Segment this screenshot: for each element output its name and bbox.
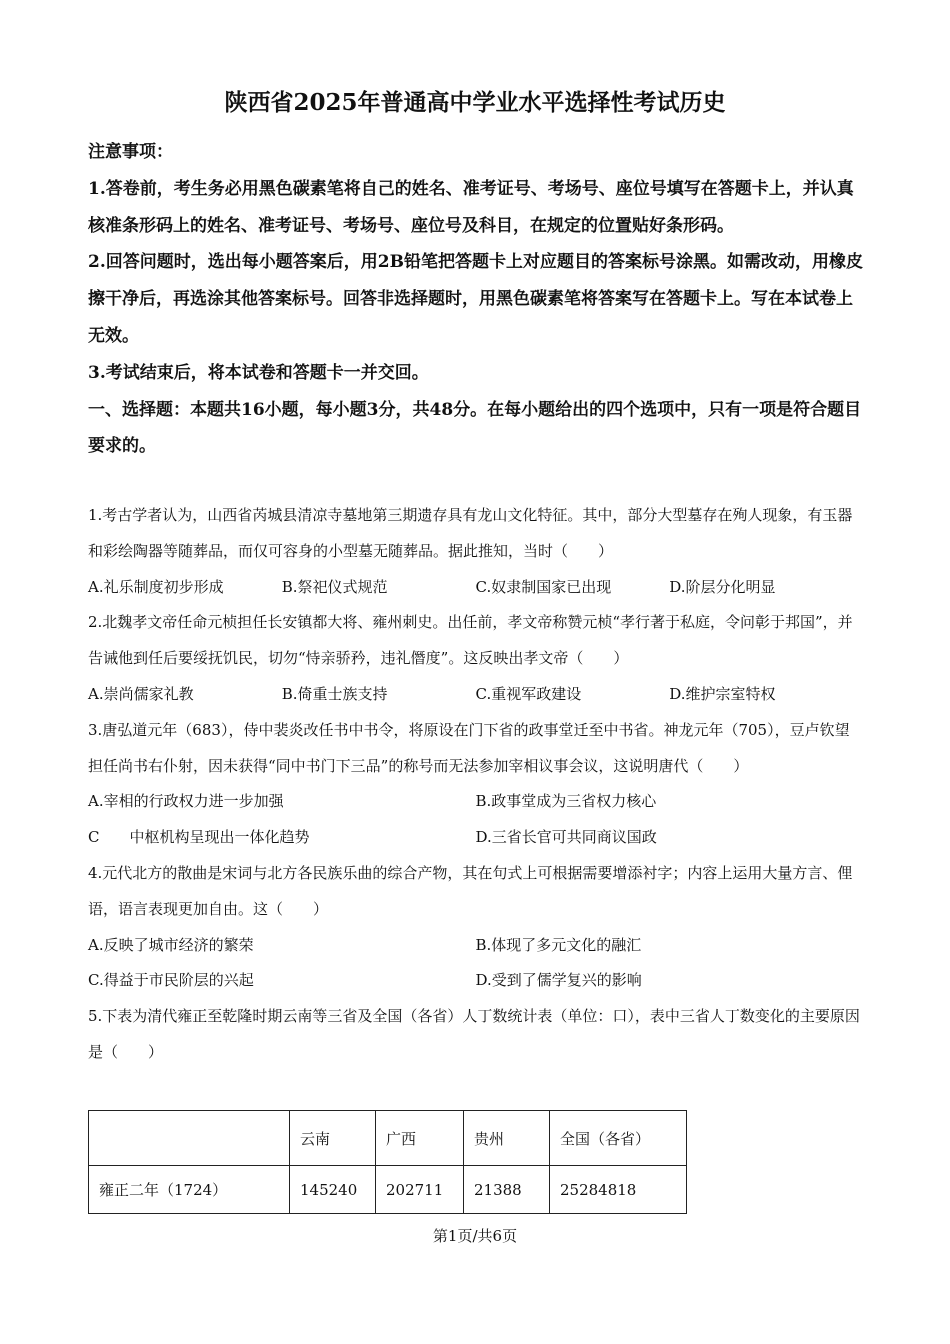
page-footer: 第1页/共6页 xyxy=(432,1227,518,1245)
option-a: A.崇尚儒家礼教 xyxy=(88,684,194,703)
table-cell: 21388 xyxy=(464,1166,550,1214)
notice-section xyxy=(88,134,863,465)
table-cell: 202711 xyxy=(376,1166,464,1214)
table-header-cell: 全国（各省） xyxy=(550,1111,687,1166)
page-title: 陕西省2025年普通高中学业水平选择性考试历史 xyxy=(224,89,726,116)
option-c: C 中枢机构呈现出一体化趋势 xyxy=(88,828,310,847)
question-4 xyxy=(88,856,863,999)
question-stem: 2.北魏孝文帝任命元桢担任长安镇都大将、雍州刺史。出任前，孝文帝称赞元桢“孝行著于私庭，令问彰于邦国”，并告诫他到任后要绥抚饥民，切勿“恃亲骄矜，违礼僭度”。这反映出孝文帝（ ） xyxy=(88,613,853,668)
notice-item: 3.考试结束后，将本试卷和答题卡一并交回。 xyxy=(88,362,429,383)
option-a: A.反映了城市经济的繁荣 xyxy=(88,935,254,954)
option-c: C.重视军政建设 xyxy=(475,684,582,703)
question-stem: 1.考古学者认为，山西省芮城县清凉寺墓地第三期遗存具有龙山文化特征。其中，部分大型墓存在殉人现象，有玉器和彩绘陶器等随葬品，而仅可容身的小型墓无随葬品。据此推知，当时（ ） xyxy=(88,506,853,560)
option-a: A.宰相的行政权力进一步加强 xyxy=(88,792,284,811)
population-table xyxy=(88,1110,687,1214)
option-c: C.奴隶制国家已出现 xyxy=(475,577,612,596)
table-row xyxy=(89,1166,687,1214)
option-b: B.体现了多元文化的融汇 xyxy=(475,935,642,954)
table-header-cell: 云南 xyxy=(290,1111,376,1166)
option-d: D.阶层分化明显 xyxy=(669,577,776,596)
question-stem: 5.下表为清代雍正至乾隆时期云南等三省及全国（各省）人丁数统计表（单位：口），表中三省人丁数变化的主要原因是（ ） xyxy=(88,1007,860,1061)
question-1 xyxy=(88,498,863,605)
option-d: D.维护宗室特权 xyxy=(669,684,776,703)
option-d: D.三省长官可共同商议国政 xyxy=(475,828,657,847)
notice-item: 2.回答问题时，选出每小题答案后，用2B铅笔把答题卡上对应题目的答案标号涂黑。如需改动，用橡皮擦干净后，再选涂其他答案标号。回答非选择题时，用黑色碳素笔将答案写在答题卡上。写在本试卷上无效。 xyxy=(88,252,863,346)
table-header-cell xyxy=(89,1111,290,1166)
option-b: B.倚重士族支持 xyxy=(281,684,388,703)
section-heading: 一、选择题：本题共16小题，每小题3分，共48分。在每小题给出的四个选项中，只有一项是符合题目要求的。 xyxy=(88,399,862,457)
table-header-cell: 贵州 xyxy=(464,1111,550,1166)
option-a: A.礼乐制度初步形成 xyxy=(88,577,224,596)
option-c: C.得益于市民阶层的兴起 xyxy=(88,971,254,990)
notice-heading: 注意事项： xyxy=(88,142,173,162)
table-cell: 雍正二年（1724） xyxy=(89,1166,290,1214)
question-3 xyxy=(88,713,863,856)
table-cell: 145240 xyxy=(290,1166,376,1214)
questions xyxy=(88,498,863,1071)
option-b: B.祭祀仪式规范 xyxy=(281,577,388,596)
table-cell: 25284818 xyxy=(550,1166,687,1214)
question-stem: 4.元代北方的散曲是宋词与北方各民族乐曲的综合产物，其在句式上可根据需要增添衬字；内容上运用大量方言、俚语，语言表现更加自由。这（ ） xyxy=(88,863,853,918)
question-5 xyxy=(88,999,863,1071)
notice-item: 1.答卷前，考生务必用黑色碳素笔将自己的姓名、准考证号、考场号、座位号填写在答题卡上，并认真核准条形码上的姓名、准考证号、考场号、座位号及科目，在规定的位置贴好条形码。 xyxy=(88,178,854,236)
question-2 xyxy=(88,605,863,712)
table-header-cell: 广西 xyxy=(376,1111,464,1166)
question-stem: 3.唐弘道元年（683），侍中裴炎改任书中书令，将原设在门下省的政事堂迁至中书省。神龙元年（705），豆卢钦望担任尚书右仆射，因未获得“同中书门下三品”的称号而无法参加宰相议事会议，这说明唐代（ ） xyxy=(88,720,850,775)
option-d: D.受到了儒学复兴的影响 xyxy=(475,971,642,990)
table-header-row xyxy=(89,1111,687,1166)
option-b: B.政事堂成为三省权力核心 xyxy=(475,792,657,811)
